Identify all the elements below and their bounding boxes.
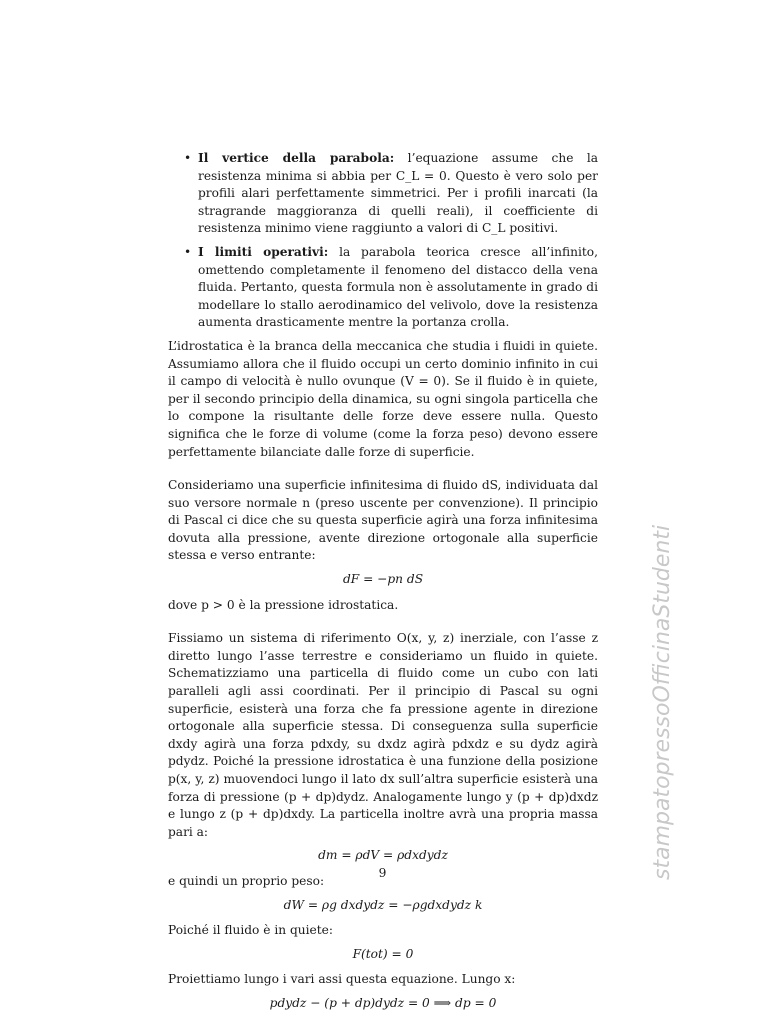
bullet-text: la parabola teorica cresce all’infinito, omettendo completamente il fenomeno del distacco della vena fluida. Pertanto, questa formula non è assolutamente in grado di modellare lo stallo aerodinamico del velivolo, dove la resistenza aumenta drasticamente mentre la portanza crolla.: [198, 244, 599, 330]
paragraph-hydrostatics: L’idrostatica è la branca della meccanica che studia i fluidi in quiete. Assumiamo allora che il fluido occupi un certo dominio infinito in cui il campo di velocità è nullo ovunque (V = 0). Se il fluido è in quiete, per il secondo principio della dinamica, su ogni singola particella che lo compone la risultante delle forze deve essere nulla. Questo significa che le forze di volume (come la forza peso) devono essere perfettamente bilanciate dalle forze di superficie.: [168, 338, 598, 459]
text-column: [168, 150, 598, 1021]
bullet-title: I limiti operativi:: [198, 244, 329, 259]
paragraph-quiet: Poiché il fluido è in quiete:: [168, 923, 333, 938]
equation-mass: dm = ρdV = ρdxdydz: [318, 848, 448, 863]
equation-x-projection: pdydz − (p + dp)dydz = 0 ⟹ dp = 0: [269, 995, 497, 1010]
equation-weight: dW = ρg dxdydz = −ρgdxdydz k: [283, 897, 483, 912]
bullet-dot: •: [184, 244, 192, 259]
paragraph-pressure: dove p > 0 è la pressione idrostatica.: [168, 597, 399, 612]
equation-total-force: F(tot) = 0: [352, 946, 414, 961]
equation-force: dF = −pn dS: [342, 572, 424, 587]
paragraph-weight: e quindi un proprio peso:: [168, 873, 325, 888]
bullet-dot: •: [184, 151, 192, 165]
page-number: 9: [378, 866, 387, 880]
paragraph-surface: Consideriamo una superficie infinitesima di fluido dS, individuata dal suo versore normale n (preso uscente per convenzione). Il principio di Pascal ci dice che su questa superficie agirà una forza infinitesima dovuta alla pressione, avente direzione ortogonale alla superficie stessa e verso entrante:: [168, 478, 598, 563]
bullet-text: l’equazione assume che la resistenza minima si abbia per C_L = 0. Questo è vero solo per profili alari perfettamente simmetrici. Per i profili inarcati (la stragrande maggioranza di quelli reali), il coefficiente di resistenza minimo viene raggiunto a valori di C_L positivi.: [198, 151, 598, 236]
paragraph-reference-system: Fissiamo un sistema di riferimento O(x, y, z) inerziale, con l’asse z diretto lungo l’asse terrestre e consideriamo un fluido in quiete. Schematizziamo una particella di fluido come un cubo con lati paralleli agli assi coordinati. Per il principio di Pascal su ogni superficie, esisterà una forza che fa pressione agente in direzione ortogonale alla superficie stessa. Di conseguenza sulla superficie dxdy agirà una forza pdxdy, su dxdz agirà pdxdz e su dydz agirà pdydz. Poiché la pressione idrostatica è una funzione della posizione p(x, y, z) muovendoci lungo il lato dx sull’altra superficie esisterà una forza di pressione (p + dp)dydz. Analogamente lungo y (p + dp)dxdz e lungo z (p + dp)dxdy. La particella inoltre avrà una propria massa pari a:: [168, 631, 598, 839]
paragraph-projection: Proiettiamo lungo i vari assi questa equazione. Lungo x:: [168, 972, 516, 987]
watermark: stampatopressoOfficinaStudenti: [650, 524, 675, 880]
bullet-title: Il vertice della parabola:: [198, 151, 395, 165]
bullet-list: [168, 150, 598, 332]
list-item: [168, 150, 598, 238]
list-item: [168, 244, 598, 332]
